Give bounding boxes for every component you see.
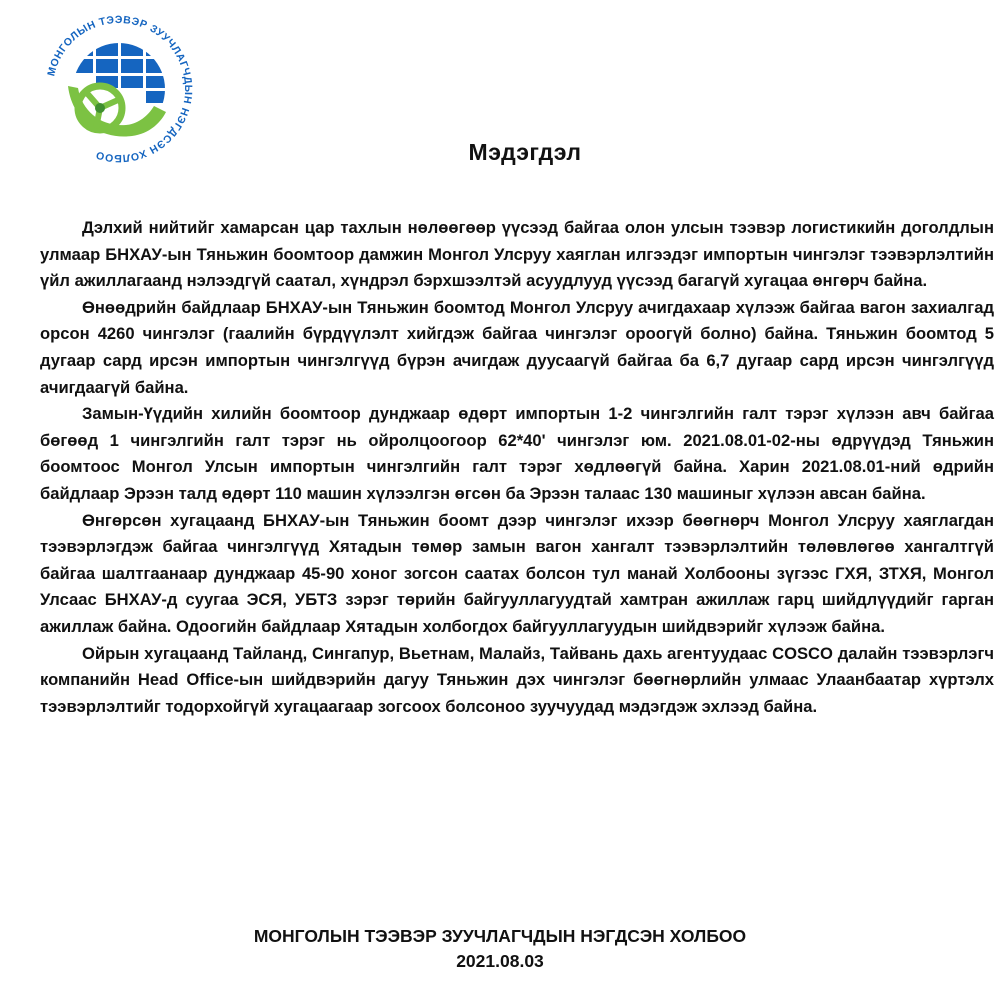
signature-date: 2021.08.03 [456,951,544,971]
paragraph-3: Замын-Үүдийн хилийн боомтоор дунджаар өдөрт импортын 1-2 чингэлгийн галт тэрэг хүлээн авч байгаа бөгөөд 1 чингэлгийн галт тэрэг нь ойролцоогоор 62*40' чингэлэг юм. 2021.08.01-02-ны өдрүүдэд Тяньжин боомтоос Монгол Улсын импортын чингэлгийн галт тэрэг хөдлөөгүй байна. Харин 2021.08.01-ний өдрийн байдлаар Эрээн талд өдөрт 110 машин хүлээлгэн өгсөн ба Эрээн талаас 130 машиныг хүлээн авсан байна. [40,404,994,503]
logo-ring-text: МОНГОЛЫН ТЭЭВЭР ЗУУЧЛАГЧДЫН НЭГДСЭН ХОЛБОО [45,13,195,165]
paragraph-1: Дэлхий нийтийг хамарсан цар тахлын нөлөөгөөр үүсээд байгаа олон улсын тээвэр логистикийн доголдлын улмаар БНХАУ-ын Тяньжин боомтоор дамжин Монгол Улсруу хаяглан илгээдэг импортын чингэлэг тээвэрлэлтийн үйл ажиллагаанд нэлээдгүй саатал, хүндрэл бэрхшээлтэй асуудлууд үүсээд багагүй хугацаа өнгөрч байна. [40,218,994,291]
paragraph-5: Ойрын хугацаанд Тайланд, Сингапур, Вьетнам, Малайз, Тайвань дахь агентуудаас COSCO далайн тээвэрлэгч компанийн Head Office-ын шийдвэрийн дагуу Тяньжин дэх чингэлэг бөөгнөрлийн улмаас Улаанбаатар хүртэлх тээвэрлэлтийг тодорхойгүй хугацаагаар зогсоох болсоноо зуучуудад мэдэгдэж эхлээд байна. [40,643,994,716]
paragraph-2: Өнөөдрийн байдлаар БНХАУ-ын Тяньжин боомтод Монгол Улсруу ачигдахаар хүлээж байгаа вагон захиалгад орсон 4260 чингэлэг (гаалийн бүрдүүлэлт хийгдэж байгаа чингэлэг ороогүй болно) байна. Тяньжин боомтод 5 дугаар сард ирсэн импортын чингэлгүүд бүрэн ачигдаж дуусаагүй байгаа ба 6,7 дугаар сард ирсэн чингэлгүүд ачигдаагүй байна. [40,297,994,397]
signature-block [0,924,1000,974]
signature-organization: МОНГОЛЫН ТЭЭВЭР ЗУУЧЛАГЧДЫН НЭГДСЭН ХОЛБОО [253,926,747,946]
document-body [40,215,994,720]
document-title: Мэдэгдэл [468,139,582,165]
paragraph-4: Өнгөрсөн хугацаанд БНХАУ-ын Тяньжин боомт дээр чингэлэг ихээр бөөгнөрч Монгол Улсруу хаяглагдан тээвэрлэгдэж байгаа чингэлгүүд Хятадын төмөр замын вагон хангалт тээвэрлэлтийн төлөвлөгөө хангалтгүй байгаа шалтгаанаар дунджаар 45-90 хоног зогсон саатах болсон тул манай Холбооны зүгээс ГХЯ, ЗТХЯ, Монгол Улсаас БНХАУ-д суугаа ЭСЯ, УБТЗ зэрэг төрийн байгууллагуудтай хамтран ажиллаж гарц шийдлүүдийг гарган ажиллаж байна. Одоогийн байдлаар Хятадын холбогдох байгууллагуудын шийдвэрийг хүлээж байна. [40,510,994,636]
